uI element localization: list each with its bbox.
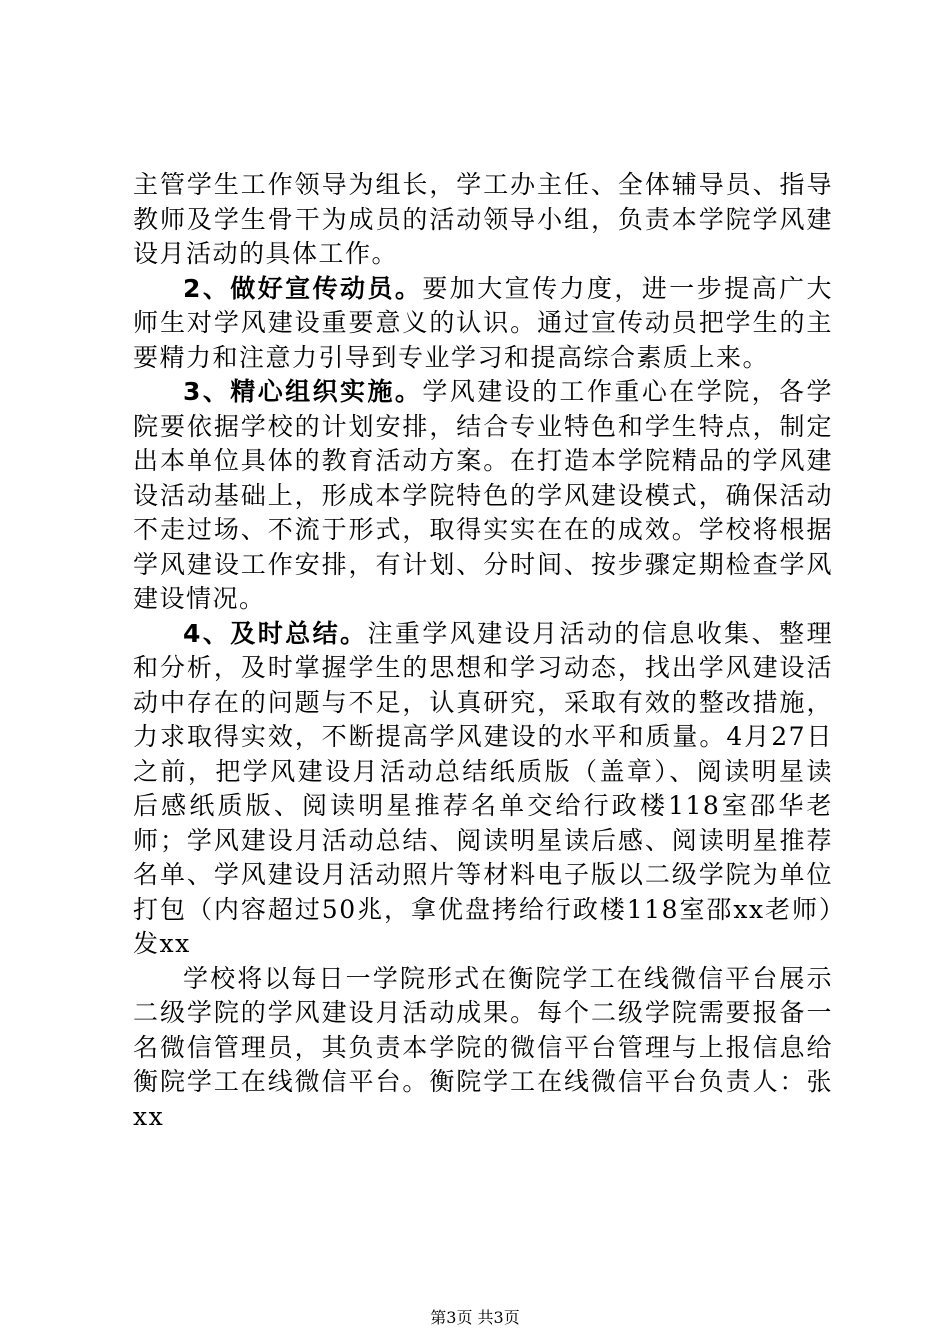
paragraph-text: 学风建设的工作重心在学院，各学院要依据学校的计划安排，结合专业特色和学生特点，制定出本单位具体的教育活动方案。在打造本学院精品的学风建设活动基础上，形成本学院特色的学风建设模式，确保活动不走过场、不流于形式，取得实实在在的成效。学校将根据学风建设工作安排，有计划、分时间、按步骤定期检查学风建设情况。 [133, 377, 833, 613]
paragraph-heading: 4、及时总结。 [183, 618, 368, 648]
page-number-footer: 第3页 共3页 [430, 1308, 520, 1327]
paragraph-heading: 2、做好宣传动员。 [183, 273, 423, 303]
paragraph-heading: 3、精心组织实施。 [183, 377, 423, 406]
paragraph-text: 主管学生工作领导为组长，学工办主任、全体辅导员、指导教师及学生骨干为成员的活动领导小组，负责本学院学风建设月活动的具体工作。 [133, 170, 833, 268]
paragraph-text: 注重学风建设月活动的信息收集、整理和分析，及时掌握学生的思想和学习动态，找出学风建设活动中存在的问题与不足，认真研究，采取有效的整改措施，力求取得实效，不断提高学风建设的水平和质量。4月27日之前，把学风建设月活动总结纸质版（盖章）、阅读明星读后感纸质版、阅读明星推荐名单交给行政楼118室邵华老师；学风建设月活动总结、阅读明星读后感、阅读明星推荐名单、学风建设月活动照片等材料电子版以二级学院为单位打包（内容超过50兆，拿优盘拷给行政楼118室邵xx老师）发xx [133, 618, 833, 958]
paragraph-summary [133, 617, 833, 962]
paragraph-leading-group [133, 168, 833, 272]
document-body [133, 168, 833, 1134]
paragraph-text: 学校将以每日一学院形式在衡院学工在线微信平台展示二级学院的学风建设月活动成果。每个二级学院需要报备一名微信管理员，其负责本学院的微信平台管理与上报信息给衡院学工在线微信平台。衡院学工在线微信平台负责人：张xx [133, 963, 833, 1131]
paragraph-wechat-platform [133, 962, 833, 1135]
paragraph-implementation [133, 375, 833, 617]
paragraph-publicity [133, 272, 833, 376]
paragraph-text: 要加大宣传力度，进一步提高广大师生对学风建设重要意义的认识。通过宣传动员把学生的主要精力和注意力引导到专业学习和提高综合素质上来。 [133, 273, 833, 372]
